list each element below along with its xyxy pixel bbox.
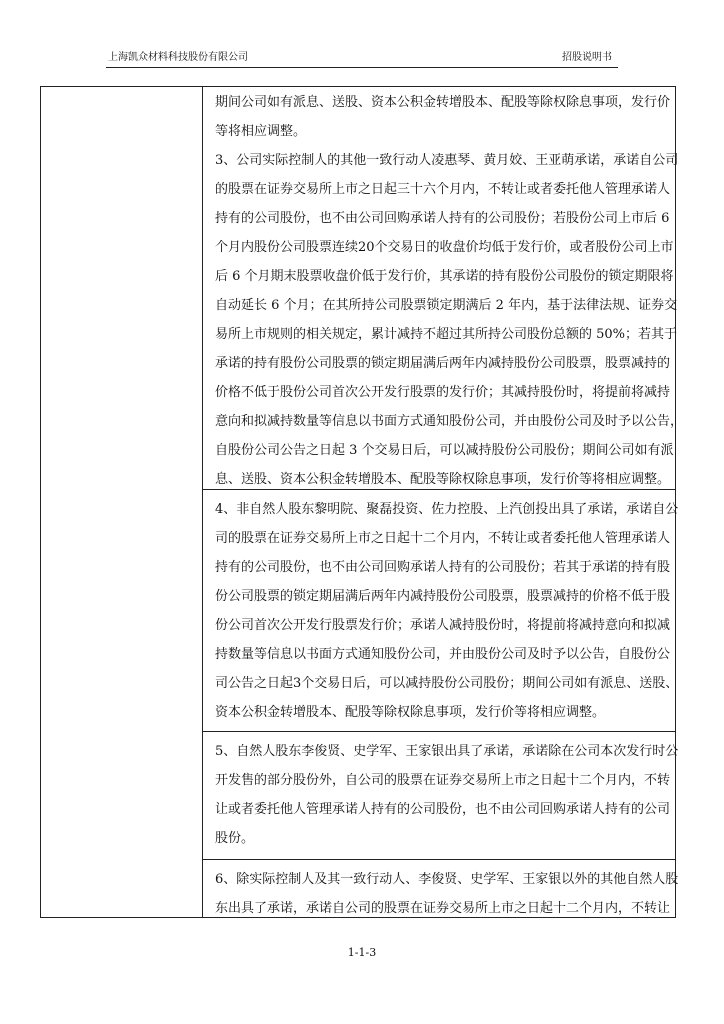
paragraph-line: 易所上市规则的相关规定，累计减持不超过其所持公司股份总额的 50%；若其于 xyxy=(215,327,678,342)
paragraph-line: 等将相应调整。 xyxy=(215,124,307,139)
row-divider xyxy=(203,489,675,490)
paragraph-line: 司的股票在证券交易所上市之日起十二个月内，不转让或者委托他人管理承诺人 xyxy=(215,531,671,546)
page-number: 1-1-3 xyxy=(347,946,377,959)
paragraph-line: 4、非自然人股东黎明院、聚磊投资、佐力控股、上汽创投出具了承诺，承诺自公 xyxy=(215,502,679,517)
table-left-column xyxy=(41,87,203,917)
paragraph-line: 持数量等信息以书面方式通知股份公司，并由股份公司及时予以公告，自股份公 xyxy=(215,647,671,662)
paragraph-line: 5、自然人股东李俊贤、史学军、王家银出具了承诺，承诺除在公司本次发行时公 xyxy=(215,744,679,759)
paragraph-line: 自动延长 6 个月；在其所持公司股票锁定期满后 2 年内，基于法律法规、证券交 xyxy=(215,298,678,313)
paragraph-line: 持有的公司股份，也不由公司回购承诺人持有的公司股份；若股份公司上市后 6 xyxy=(215,211,670,226)
paragraph-line: 3、公司实际控制人的其他一致行动人凌惠琴、黄月姣、王亚萌承诺，承诺自公司 xyxy=(215,153,679,168)
paragraph-line: 自股份公司公告之日起 3 个交易日后，可以减持股份公司股份；期间公司如有派 xyxy=(215,443,674,458)
header-document-title: 招股说明书 xyxy=(562,52,612,63)
paragraph-line: 东出具了承诺，承诺自公司的股票在证券交易所上市之日起十二个月内，不转让 xyxy=(215,901,671,916)
paragraph-line: 个月内股份公司股票连续20个交易日的收盘价均低于发行价，或者股份公司上市 xyxy=(215,240,674,255)
paragraph-line: 开发售的部分股份外，自公司的股票在证券交易所上市之日起十二个月内，不转 xyxy=(215,773,671,788)
paragraph-line: 期间公司如有派息、送股、资本公积金转增股本、配股等除权除息事项，发行价 xyxy=(215,95,671,110)
header-company-name: 上海凯众材料科技股份有限公司 xyxy=(108,52,248,63)
paragraph-line: 价格不低于股份公司首次公开发行股票的发行价；其减持股份时，将提前将减持 xyxy=(215,385,671,400)
paragraph-line: 6、除实际控制人及其一致行动人、李俊贤、史学军、王家银以外的其他自然人股 xyxy=(215,872,679,887)
commitment-table xyxy=(40,86,684,918)
paragraph-line: 息、送股、资本公积金转增股本、配股等除权除息事项，发行价等将相应调整。 xyxy=(215,472,671,487)
paragraph-line: 份公司股票的锁定期届满后两年内减持股份公司股票，股票减持的价格不低于股 xyxy=(215,589,671,604)
paragraph-line: 意向和拟减持数量等信息以书面方式通知股份公司，并由股份公司及时予以公告， xyxy=(215,414,684,429)
paragraph-line: 让或者委托他人管理承诺人持有的公司股份，也不由公司回购承诺人持有的公司 xyxy=(215,802,671,817)
page-header xyxy=(106,50,618,66)
paragraph-line: 股份。 xyxy=(215,831,255,846)
row-divider xyxy=(203,731,675,732)
paragraph-line: 承诺的持有股份公司股票的锁定期届满后两年内减持股份公司股票，股票减持的 xyxy=(215,356,671,371)
paragraph-line: 持有的公司股份，也不由公司回购承诺人持有的公司股份；若其于承诺的持有股 xyxy=(215,560,671,575)
table-right-column xyxy=(203,87,684,917)
header-rule xyxy=(106,67,618,68)
paragraph-line: 份公司首次公开发行股票发行价；承诺人减持股份时，将提前将减持意向和拟减 xyxy=(215,618,671,633)
row-divider xyxy=(203,859,675,860)
paragraph-line: 资本公积金转增股本、配股等除权除息事项，发行价等将相应调整。 xyxy=(215,705,606,720)
paragraph-line: 后 6 个月期末股票收盘价低于发行价，其承诺的持有股份公司股份的锁定期限将 xyxy=(215,269,674,284)
paragraph-line: 司公告之日起3个交易日后，可以减持股份公司股份；期间公司如有派息、送股、 xyxy=(215,676,679,691)
paragraph-line: 的股票在证券交易所上市之日起三十六个月内，不转让或者委托他人管理承诺人 xyxy=(215,182,671,197)
